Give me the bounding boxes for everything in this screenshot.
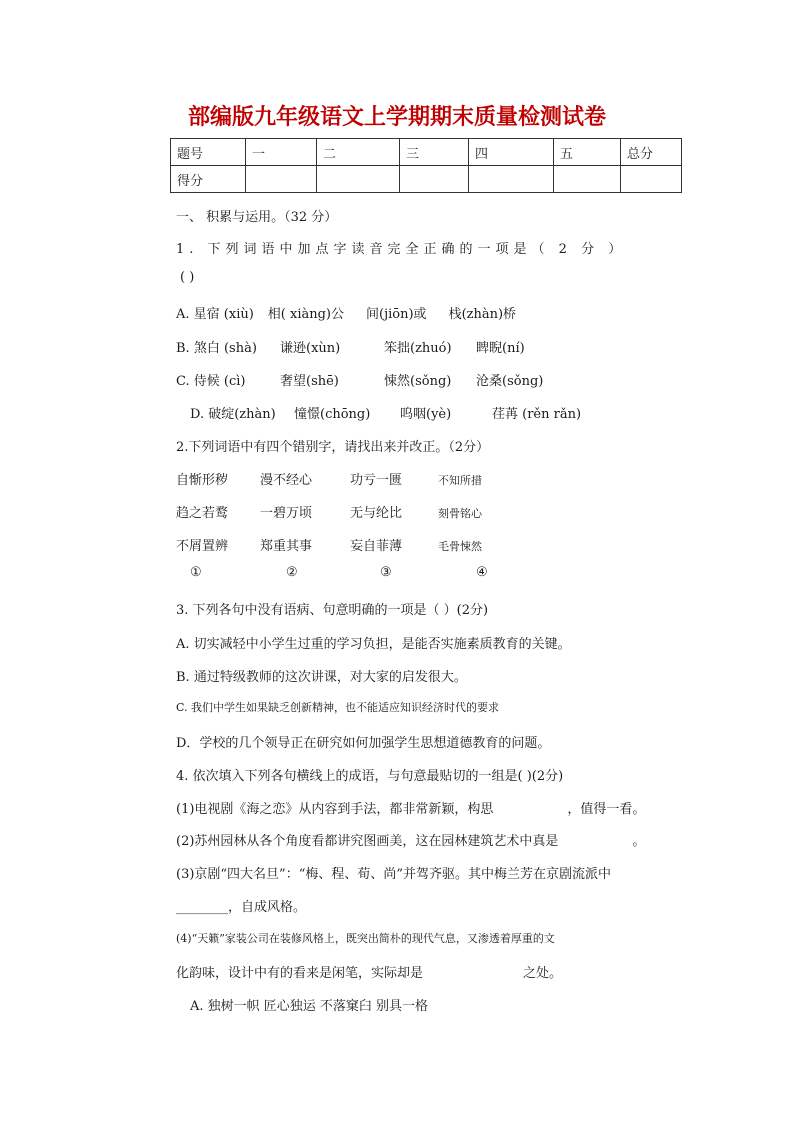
table-cell: 四 — [469, 139, 554, 166]
word: 趋之若鹜 — [176, 506, 229, 521]
answer-mark[interactable]: ③ — [380, 565, 392, 580]
sentence-3-cont: ________，自成风格。 — [176, 900, 307, 915]
option-word: 沧桑(sǒng) — [476, 374, 544, 389]
answer-paren: ( ) — [180, 270, 195, 285]
answer-mark[interactable]: ① — [190, 565, 202, 580]
option-word: 相( xiàng)公 — [267, 307, 345, 322]
option-word: 栈(zhàn)桥 — [448, 307, 517, 322]
option-word: 荏苒 (rěn rǎn) — [492, 407, 582, 422]
sentence-1 — [176, 798, 645, 817]
word-row — [176, 535, 482, 554]
option-word: 睥睨(ní) — [476, 341, 525, 356]
sentence-4-cont — [176, 962, 562, 981]
sentence-text: ，值得一看。 — [567, 802, 646, 817]
option-d — [190, 403, 581, 422]
exam-title: 部编版九年级语文上学期期末质量检测试卷 — [187, 105, 606, 130]
option-word: 悚然(sǒng) — [384, 374, 452, 389]
word: 功亏一匮 — [350, 473, 403, 488]
word: 刻骨铭心 — [438, 507, 482, 520]
table-cell: 三 — [400, 139, 469, 166]
question-1-stem: 1. 下列词语中加点字读音完全正确的一项是（ 2 分 ） — [176, 242, 627, 257]
score-input-cell[interactable] — [400, 166, 469, 193]
option-word: 谦逊(xùn) — [280, 341, 341, 356]
option-word: 笨拙(zhuó) — [384, 341, 452, 356]
word: 自惭形秽 — [176, 473, 229, 488]
word: 毛骨悚然 — [438, 540, 482, 553]
word-row — [176, 502, 482, 521]
option-word: C. 侍候 (cì) — [176, 374, 246, 389]
option-a: A. 独树一帜 匠心独运 不落窠臼 别具一格 — [190, 999, 429, 1014]
option-b — [176, 337, 525, 356]
answer-mark[interactable]: ② — [286, 565, 298, 580]
score-table — [170, 138, 682, 193]
sentence-2 — [176, 830, 645, 849]
word: 漫不经心 — [260, 473, 313, 488]
word: 不知所措 — [438, 474, 482, 487]
option-a — [176, 303, 516, 322]
option-c: C. 我们中学生如果缺乏创新精神，也不能适应知识经济时代的要求 — [176, 701, 500, 714]
sentence-text: 化韵味，设计中有的看来是闲笔，实际却是 — [176, 966, 424, 981]
table-row — [171, 139, 682, 166]
option-word: A. 星宿 (xiù) — [176, 307, 254, 322]
option-word: 间(jiōn)或 — [366, 307, 427, 322]
option-word: D. 破绽(zhàn) — [190, 407, 276, 422]
option-c — [176, 370, 543, 389]
question-4-stem: 4. 依次填入下列各句横线上的成语，与句意最贴切的一组是( )(2分) — [176, 769, 564, 784]
table-row — [171, 166, 682, 193]
sentence-text: (1)电视剧《海之恋》从内容到手法，都非常新颖，构思 — [176, 802, 494, 817]
table-cell: 一 — [246, 139, 317, 166]
option-d: D．学校的几个领导正在研究如何加强学生思想道德教育的问题。 — [176, 736, 551, 751]
word: 不屑置辨 — [176, 539, 229, 554]
question-3-stem: 3. 下列各句中没有语病、句意明确的一项是（ ）(2分) — [176, 603, 489, 618]
word-row — [176, 469, 482, 488]
option-a: A. 切实减轻中小学生过重的学习负担，是能否实施素质教育的关键。 — [176, 637, 571, 652]
score-input-cell[interactable] — [317, 166, 400, 193]
option-word: B. 煞白 (shà) — [176, 341, 257, 356]
score-input-cell[interactable] — [554, 166, 621, 193]
option-b: B. 通过特级教师的这次讲课，对大家的启发很大。 — [176, 670, 467, 685]
section-heading: 一、 积累与运用。（32 分） — [176, 210, 338, 225]
option-word: 呜咽(yè) — [400, 407, 452, 422]
option-word: 憧憬(chōng) — [294, 407, 371, 422]
question-2-stem: 2.下列词语中有四个错别字，请找出来并改正。（2分） — [176, 440, 490, 455]
answer-mark[interactable]: ④ — [476, 565, 488, 580]
sentence-3: (3)京剧“四大名旦”：“梅、程、荀、尚”并驾齐驱。其中梅兰芳在京剧流派中 — [176, 867, 611, 882]
word: 郑重其事 — [260, 539, 313, 554]
sentence-text: (2)苏州园林从各个角度看都讲究图画美，这在园林建筑艺术中真是 — [176, 834, 559, 849]
score-input-cell[interactable] — [246, 166, 317, 193]
sentence-4: (4)“天籁”家装公司在装修风格上，既突出简朴的现代气息，又渗透着厚重的文 — [176, 932, 555, 945]
word: 一碧万顷 — [260, 506, 313, 521]
score-input-cell[interactable] — [469, 166, 554, 193]
table-cell: 五 — [554, 139, 621, 166]
score-input-cell[interactable] — [621, 166, 682, 193]
table-cell: 得分 — [171, 166, 246, 193]
answer-marks — [190, 565, 488, 580]
option-word: 奢望(shē) — [280, 374, 339, 389]
table-cell: 题号 — [171, 139, 246, 166]
table-cell: 二 — [317, 139, 400, 166]
sentence-text: 之处。 — [523, 966, 563, 981]
word: 妄自菲薄 — [350, 539, 403, 554]
table-cell: 总分 — [621, 139, 682, 166]
word: 无与纶比 — [350, 506, 403, 521]
sentence-text: 。 — [632, 834, 646, 849]
